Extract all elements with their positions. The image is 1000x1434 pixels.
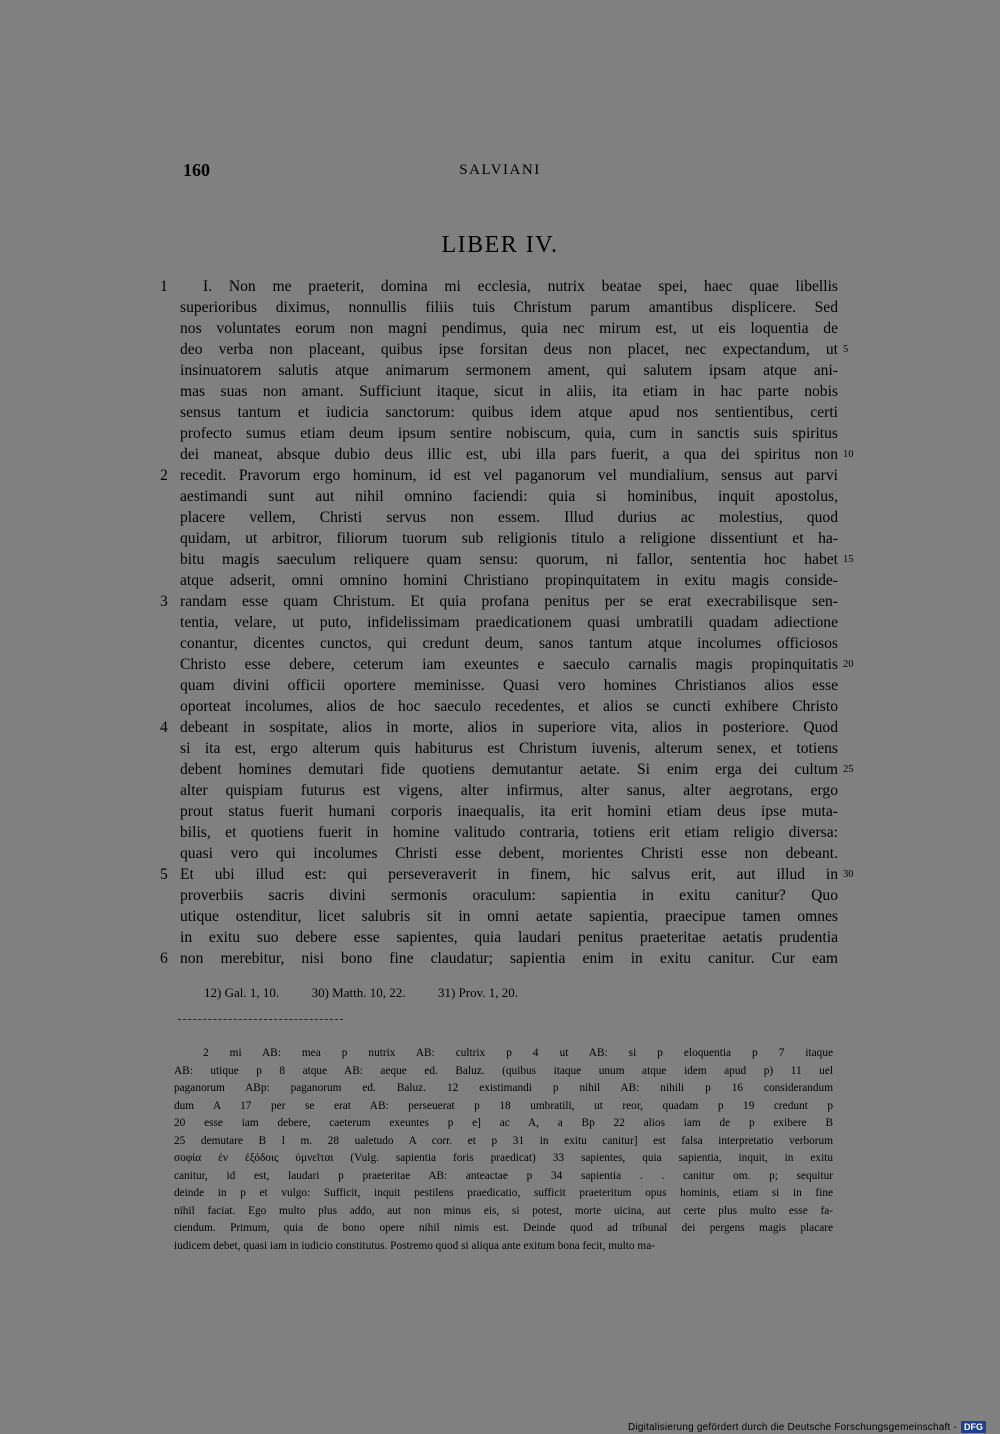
line-number: 25 [843,764,854,775]
page-header [0,160,1000,184]
text-line: tentia, velare, ut puto, infidelissimam praedicationem quasi umbratili quadam adiectione [180,614,838,631]
apparatus-line: deinde in p et vulgo: Sufficit, inquit pestilens praedicatio, sufficit praeteritum opus hominis, etiam si in fine [174,1187,833,1199]
text-line: Et ubi illud est: qui perseveraverit in finem, hic salvus erit, aut illud in [180,866,838,883]
apparatus-line: dum A 17 per se erat AB: perseuerat p 18 umbratili, ut reor, quadam p 19 credunt p [174,1099,833,1112]
digitization-footer [628,1420,986,1434]
apparatus-line: ciendum. Primum, quia de bono opere nihil nimis est. Deinde quod ad tribunal dei pergens magis placare [174,1222,833,1234]
text-line: atque adserit, omni omnino homini Christiano propinquitatem in exitu magis conside- [180,572,838,589]
text-line: oporteat incolumes, alios de hoc saeculo recedentes, et alios se cuncti exhibere Christo [180,698,838,715]
scripture-references: 12) Gal. 1, 10. 30) Matth. 10, 22. 31) Prov. 1, 20. [204,985,519,1000]
line-number: 20 [843,659,854,670]
section-number: 4 [160,719,168,736]
apparatus-line: nihil faciat. Ego multo plus addo, aut non minus eis, si potest, morte uicina, aut certe plus multo esse fa- [174,1204,833,1217]
text-line: mas suas non amant. Sufficiunt itaque, sicut in aliis, ita etiam in hac parte nobis [180,383,838,400]
funding-credit: Digitalisierung gefördert durch die Deutsche Forschungsgemeinschaft - [628,1421,957,1433]
page-number: 160 [183,160,210,180]
apparatus-line: iudicem debet, quasi iam in iudicio constitutus. Postremo quod si aliqua ante exitum bona fecit, multo ma- [174,1239,655,1252]
text-line: nos voluntates eorum non magni pendimus, quia nec mirum est, ut eis loquentia de [180,320,838,337]
apparatus-line: canitur, id est, laudari p praeteritae AB: anteactae p 34 sapientia . . canitur om. p; sequitur [174,1169,833,1182]
section-number: 3 [160,593,168,610]
text-line: dei maneat, absque dubio deus illic est, ubi illa pars fuerit, a qua dei spiritus non [180,446,838,463]
text-line: conantur, dicentes cunctos, qui credunt deum, sanos tantum atque incolumes officiosos [180,635,838,652]
text-line: prout status fuerit humani corporis inaequalis, ita erit homini etiam deus ipse muta- [180,803,838,820]
text-line: alter quispiam futurus est vigens, alter infirmus, alter sanus, alter aegrotans, ergo [180,782,838,799]
apparatus-line: 20 esse iam debere, caeterum exeuntes p e] ac A, a Bp 22 alios iam de p exibere B [174,1117,833,1129]
line-number: 10 [843,449,854,460]
apparatus-line: σοφία ἐν ἐξόδοις ὑμνεῖται (Vulg. sapientia foris praedicat) 33 sapientes, quia sapientia, inquit, in exitu [174,1152,833,1164]
text-line: quasi vero qui incolumes Christi esse debent, morientes Christi esse non debeant. [180,845,838,862]
line-number: 15 [843,554,854,565]
text-line: bitu magis saeculum reliquere quam sensu: quorum, ni fallor, sententia hoc habet [180,551,838,568]
text-line: randam esse quam Christum. Et quia profana penitus per se erat execrabilisque sen- [180,593,838,610]
apparatus-line: 2 mi AB: mea p nutrix AB: cultrix p 4 ut AB: si p eloquentia p 7 itaque [203,1047,833,1059]
text-line: sensus tantum et iudicia sanctorum: quibus idem atque apud nos sentientibus, certi [180,404,838,421]
text-line: in exitu suo debere esse sapientes, quia laudari penitus praeteritae aetatis prudentia [180,929,838,946]
text-line: non merebitur, nisi bono fine claudatur; sapientia enim in exitu canitur. Cur eam [180,950,838,967]
text-line: aestimandi sunt aut nihil omnino faciendi: quia si hominibus, inquit apostolus, [180,488,838,505]
text-line: utique ostenditur, licet salubris sit in omni aetate sapientia, praecipue tamen omnes [180,908,838,925]
text-line: superioribus diximus, nonnullis filiis tuis Christum parum amantibus displicere. Sed [180,299,838,316]
running-title: SALVIANI [459,162,541,178]
text-line: insinuatorem salutis atque animarum sermonem ament, qui salutem ipsam atque ani- [180,362,838,379]
apparatus-line: 25 demutare B l m. 28 ualetudo A corr. et p 31 in exitu canitur] est falsa interpretatio verborum [174,1134,833,1147]
text-line: debent homines demutari fide quotiens demutantur aetate. Si enim erga dei cultum [180,761,838,778]
section-number: 6 [160,950,168,967]
text-line: proverbiis sacris divini sermonis oraculum: sapientia in exitu canitur? Quo [180,887,838,904]
text-line: recedit. Pravorum ergo hominum, id est vel paganorum vel mundialium, sensus aut parvi [180,467,838,484]
text-line: deo verba non placeant, quibus ipse forsitan deus non placet, nec expectandum, ut [180,341,838,358]
book-heading: LIBER IV. [441,232,559,258]
section-number: 2 [160,467,168,484]
text-line: si ita est, ergo alterum quis habiturus est Christum iuvenis, alterum senex, et totiens [180,740,838,757]
text-line: placere vellem, Christi servus non essem. Illud durius ac molestius, quod [180,509,838,526]
text-line: bilis, et quotiens fuerit in homine valitudo contraria, totiens erit etiam religio diversa: [180,824,838,841]
text-line: quam divini officii oportere meminisse. Quasi vero homines Christianos alios esse [180,677,838,694]
dfg-logo: DFG [961,1421,986,1433]
text-line: debeant in sospitate, alios in morte, alios in superiore vita, alios in posteriore. Quod [180,719,838,736]
section-number: 5 [160,866,168,883]
apparatus-line: paganorum ABp: paganorum ed. Baluz. 12 existimandi p nihil AB: nihili p 16 considerandum [174,1082,833,1094]
apparatus-line: AB: utique p 8 atque AB: aeque ed. Baluz. (quibus itaque unum atque idem apud p) 11 uel [174,1064,833,1077]
section-number: 1 [160,278,168,295]
footnote-rule [178,1019,343,1021]
text-line: quidam, ut arbitror, filiorum tuorum sub religionis titulo a religione dissentiunt et ha- [180,530,838,547]
line-number: 5 [843,344,849,355]
text-line: Christo esse debere, ceterum iam exeuntes e saeculo carnalis magis propinquitatis [180,656,838,673]
line-number: 30 [843,869,854,880]
text-line: profecto sumus etiam deum ipsum sentire nobiscum, quia, cum in sanctis suis spiritus [180,425,838,442]
text-line: I. Non me praeterit, domina mi ecclesia, nutrix beatae spei, haec quae libellis [203,278,838,295]
